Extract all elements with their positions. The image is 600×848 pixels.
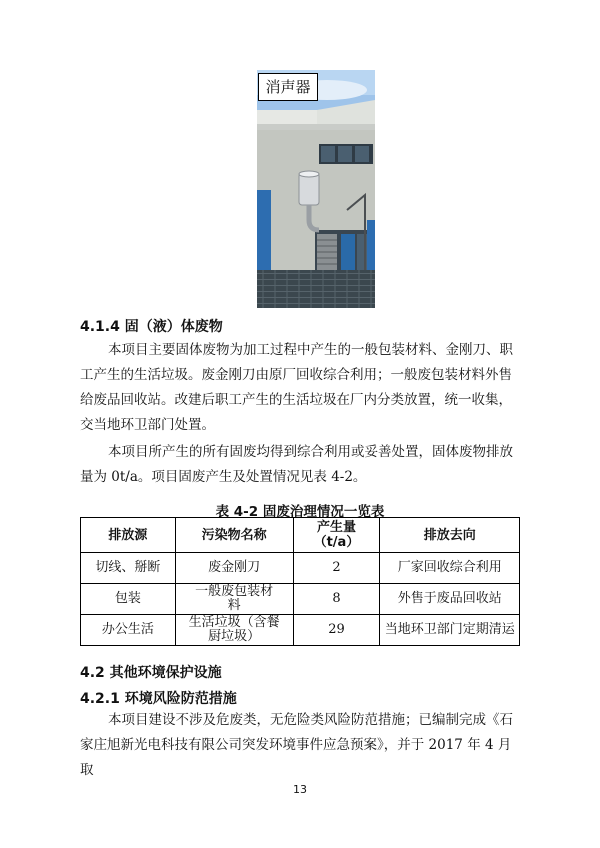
waste-table <box>80 517 520 646</box>
table-cell: 一般废包装材料 <box>175 584 293 615</box>
table-cell: 办公生活 <box>81 615 176 646</box>
paragraph-risk-measures <box>80 708 520 783</box>
page-number: 13 <box>293 783 307 796</box>
table-cell: 切线、掰断 <box>81 553 176 584</box>
table-row <box>81 584 520 615</box>
section-heading-4-2: 4.2 其他环境保护设施 <box>80 665 222 681</box>
paragraph-text: 本项目主要固体废物为加工过程中产生的一般包装材料、金刚刀、职工产生的生活垃圾。废金刚刀由原厂回收综合利用；一般废包装材料外售给废品回收站。改建后职工产生的生活垃圾在厂内分类放置，统一收集，交当地环卫部门处置。 <box>80 342 513 433</box>
header-destination: 排放去向 <box>380 518 520 553</box>
paragraph-text: 本项目建设不涉及危废类，无危险类风险防范措施；已编制完成《石家庄旭新光电科技有限公司突发环境事件应急预案》，并于 2017 年 4 月取 <box>80 712 513 778</box>
table-row <box>81 615 520 646</box>
paragraph-text: 本项目所产生的所有固废均得到综合利用或妥善处置，固体废物排放量为 0t/a。项目固废产生及处置情况见表 4-2。 <box>80 444 513 485</box>
header-source: 排放源 <box>81 518 176 553</box>
table-cell: 包装 <box>81 584 176 615</box>
paragraph-disposal <box>80 440 520 490</box>
table-cell: 生活垃圾（含餐厨垃圾） <box>175 615 293 646</box>
table-header-row <box>81 518 520 553</box>
silencer-photo <box>257 70 375 308</box>
table-cell: 外售于废品回收站 <box>380 584 520 615</box>
table-cell: 厂家回收综合利用 <box>380 553 520 584</box>
table-cell: 8 <box>293 584 380 615</box>
table-cell: 29 <box>293 615 380 646</box>
table-caption: 表 4-2 固废治理情况一览表 <box>215 504 385 520</box>
photo-label: 消声器 <box>258 73 318 101</box>
table-cell: 2 <box>293 553 380 584</box>
table-cell: 当地环卫部门定期清运 <box>380 615 520 646</box>
header-amount: 产生量 （t/a） <box>293 518 380 553</box>
section-heading-4-1-4: 4.1.4 固（液）体废物 <box>80 319 223 335</box>
section-heading-4-2-1: 4.2.1 环境风险防范措施 <box>80 691 237 707</box>
paragraph-solid-waste <box>80 338 520 438</box>
table-cell: 废金刚刀 <box>175 553 293 584</box>
table-row <box>81 553 520 584</box>
header-pollutant: 污染物名称 <box>175 518 293 553</box>
